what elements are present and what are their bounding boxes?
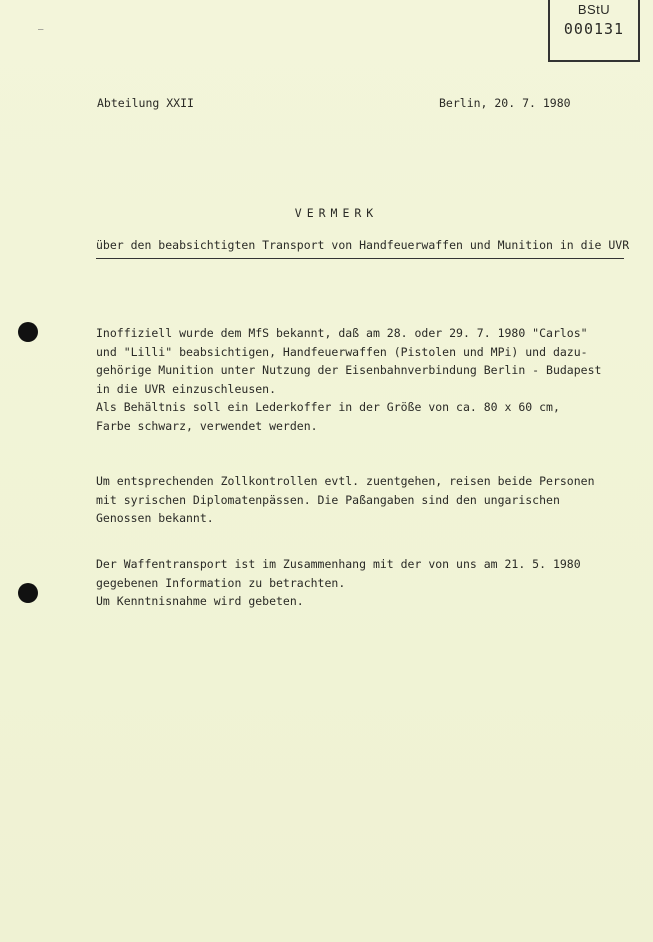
text-line: gehörige Munition unter Nutzung der Eisenbahnverbindung Berlin - Budapest — [96, 363, 602, 378]
archive-stamp — [548, 0, 640, 62]
text-line: Inoffiziell wurde dem MfS bekannt, daß am 28. oder 29. 7. 1980 "Carlos" — [96, 326, 588, 340]
text-line: Um Kenntnisnahme wird gebeten. — [96, 594, 304, 609]
document-title: VERMERK — [294, 206, 379, 220]
place-date: Berlin, 20. 7. 1980 — [439, 96, 571, 110]
punch-hole — [18, 322, 38, 342]
text-line: und "Lilli" beabsichtigen, Handfeuerwaffen (Pistolen und MPi) und dazu- — [96, 344, 588, 359]
text-line: Farbe schwarz, verwendet werden. — [96, 418, 318, 433]
text-line: Genossen bekannt. — [96, 511, 214, 526]
text-line: Als Behältnis soll ein Lederkoffer in der Größe von ca. 80 x 60 cm, — [96, 400, 560, 415]
corner-mark: — — [38, 25, 44, 35]
text-line: mit syrischen Diplomatenpässen. Die Paßangaben sind den ungarischen — [96, 492, 560, 507]
text-line: Um entsprechenden Zollkontrollen evtl. zuentgehen, reisen beide Personen — [96, 474, 595, 488]
paragraph-3 — [96, 555, 581, 611]
paragraph-1 — [96, 324, 601, 436]
department-label: Abteilung XXII — [97, 96, 194, 110]
text-line: gegebenen Information zu betrachten. — [96, 575, 346, 590]
punch-hole — [18, 583, 38, 603]
paragraph-2 — [96, 472, 595, 528]
text-line: Der Waffentransport ist im Zusammenhang mit der von uns am 21. 5. 1980 — [96, 557, 581, 571]
document-subject: über den beabsichtigten Transport von Handfeuerwaffen und Munition in die UVR — [96, 238, 630, 252]
stamp-number: 000131 — [563, 20, 625, 38]
stamp-org: BStU — [577, 2, 611, 17]
text-line: in die UVR einzuschleusen. — [96, 381, 277, 396]
subject-underline — [96, 258, 624, 259]
